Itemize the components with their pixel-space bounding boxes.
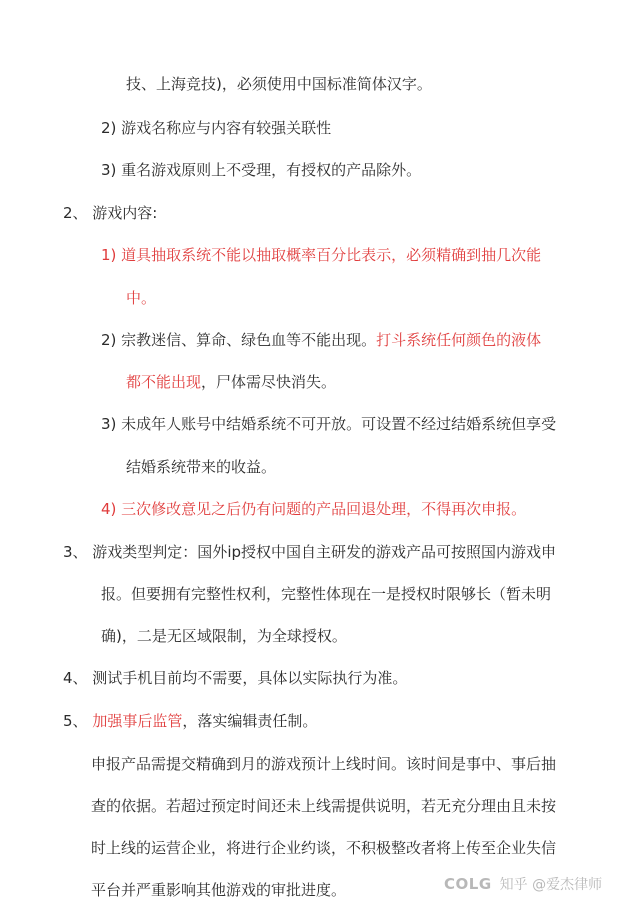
text-line-14: 确)，二是无区域限制，为全球授权。 [101, 627, 347, 645]
text-segment: 5、 [63, 712, 93, 730]
text-line-18: 查的依据。若超过预定时间还未上线需提供说明，若无充分理由且未按 [91, 797, 557, 815]
watermark-logo: COLG [444, 875, 492, 893]
text-segment: ，落实编辑责任制。 [182, 712, 318, 730]
highlight-segment: 都不能出现 [126, 373, 202, 391]
section-heading-game-type: 3、 游戏类型判定：国外ip授权中国自主研发的游戏产品可按照国内游戏申 [63, 543, 557, 561]
watermark [444, 870, 628, 898]
text-line-1: 技、上海竞技)，必须使用中国标准简体汉字。 [126, 75, 432, 93]
text-line-8 [126, 372, 336, 392]
text-line-7 [101, 330, 541, 350]
text-line-11: 4) 三次修改意见之后仍有问题的产品回退处理，不得再次申报。 [101, 500, 527, 518]
text-line-6: 中。 [126, 289, 157, 307]
highlight-segment: 打斗系统任何颜色的液体 [376, 331, 542, 349]
highlight-segment: 加强事后监管 [92, 712, 183, 730]
text-segment: ，尸体需尽快消失。 [201, 373, 337, 391]
text-line-17: 申报产品需提交精确到月的游戏预计上线时间。该时间是事中、事后抽 [91, 755, 557, 773]
text-line-13: 报。但要拥有完整性权利，完整性体现在一是授权时限够长（暂未明 [101, 585, 552, 603]
text-line-5: 1) 道具抽取系统不能以抽取概率百分比表示，必须精确到抽几次能 [101, 246, 542, 264]
text-line-10: 结婚系统带来的收益。 [126, 458, 277, 476]
text-segment: 2) 宗教迷信、算命、绿色血等不能出现。 [101, 331, 377, 349]
section-heading-supervision [63, 711, 317, 731]
section-heading-test-phone: 4、 测试手机目前均不需要，具体以实际执行为准。 [63, 669, 408, 687]
text-line-2: 2) 游戏名称应与内容有较强关联性 [101, 119, 332, 137]
text-line-9: 3) 未成年人账号中结婚系统不可开放。可设置不经过结婚系统但享受 [101, 415, 557, 433]
text-line-3: 3) 重名游戏原则上不受理，有授权的产品除外。 [101, 161, 422, 179]
section-heading-game-content: 2、 游戏内容: [63, 204, 158, 222]
text-line-19: 时上线的运营企业，将进行企业约谈，不积极整改者将上传至企业失信 [91, 839, 557, 857]
watermark-text: 知乎 @爱杰律师 [499, 877, 603, 893]
text-line-20: 平台并严重影响其他游戏的审批进度。 [91, 881, 347, 899]
